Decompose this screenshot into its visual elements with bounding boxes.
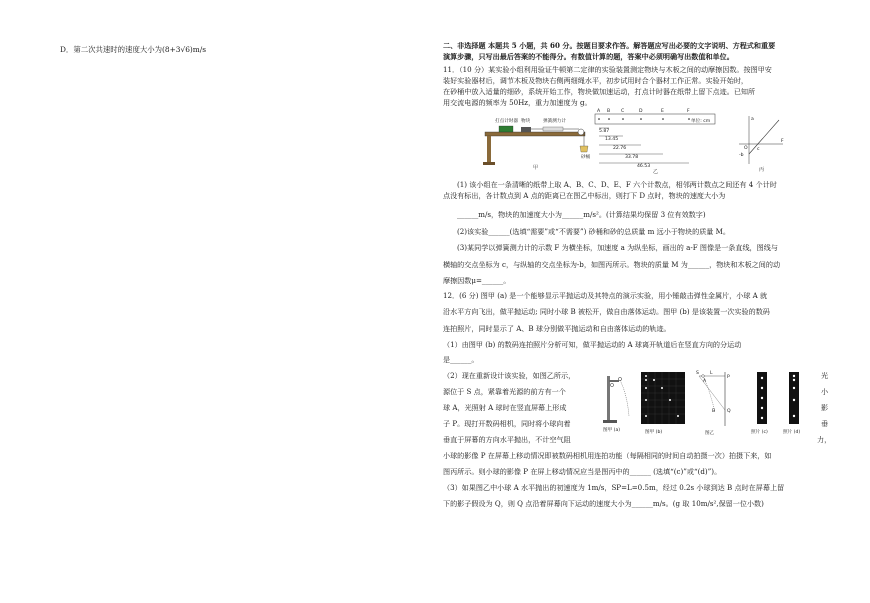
option-d: D．第二次共速时的速度大小为(8+3√6)m/s — [60, 45, 207, 54]
q12-figure-yi — [695, 368, 739, 436]
q11-part1-b: 点没有标出，各计数点到 A 点的距离已在图乙中标出，则打下 D 点时，物块的速度大小为 — [443, 191, 726, 200]
q12-part1-b: 是______。 — [443, 355, 479, 364]
q12-part2-g: 图丙所示。则小球的影像 P 在屏上移动情况应当是图丙中的______ (选填“(c)”或“(d)”)。 — [443, 467, 722, 476]
caption-yi: 乙 — [653, 169, 659, 174]
q12-part3-a: （3）如果图乙中小球 A 水平抛出的初速度为 1m/s，SP=L=0.5m，经过 0.2s 小球到达 B 点时在屏幕上留 — [443, 483, 785, 492]
dist-ab: 5.87 — [599, 129, 610, 134]
q12-figure-cd — [749, 370, 813, 436]
q11-part2: (2)该实验______(选填“需要”或“不需要”) 砂桶和砂的总质量 m 远小于物块的质量 M。 — [457, 227, 731, 236]
q12-part3-b: 下的影子假设为 Q，则 Q 点沿着屏幕向下运动的速度大小为______m/s。(g 取 10m/s²,保留一位小数) — [443, 499, 764, 508]
label-timer: 打点计时器 — [495, 119, 518, 124]
caption-bing: 丙 — [759, 167, 765, 172]
q11-line2: 装好实验器材后，调节木板及物块右侧两细绳水平，初步试用时合个器材工作正常。实验开始时， — [443, 76, 749, 85]
label-spring: 弹簧测力计 — [543, 119, 566, 124]
tape-unit: 单位: cm — [691, 119, 711, 124]
dist-ac: 13.45 — [605, 137, 619, 142]
axis-a: a — [751, 117, 754, 122]
q11-part1-c: ______m/s，物块的加速度大小为______m/s²。(计算结果均保留 3 位有效数字) — [457, 210, 706, 219]
side-char-1: 光 — [821, 371, 829, 380]
caption-fig-b: 图甲 (b) — [645, 430, 663, 435]
side-char-2: 小 — [821, 387, 829, 396]
dist-ae: 33.78 — [625, 155, 639, 160]
caption-fig-c: 照片 (c) — [751, 430, 768, 435]
label-minus-b: -b — [739, 153, 744, 158]
label-sand: 砂桶 — [581, 155, 591, 160]
label-a: A — [703, 379, 707, 384]
side-char-4: 垂 — [821, 419, 829, 428]
q12-line1: 12．(6 分) 图甲 (a) 是一个能够显示平抛运动及其特点的演示实验，用小锤敲击弹性金属片，小球 A 就 — [443, 291, 768, 300]
q11-part1-a: (1) 该小组在一条清晰的纸带上取 A、B、C、D、E、F 六个计数点，相邻两计数点之间还有 4 个计时 — [457, 180, 777, 189]
tape-letter-b: B — [607, 109, 611, 114]
label-block: 物块 — [521, 119, 531, 124]
left-column — [60, 44, 206, 55]
tape-letter-a: A — [597, 109, 601, 114]
q11-figure-bing — [735, 112, 787, 172]
q12-part2-d: 子 P。现打开数码相机，同时将小球向着 — [443, 419, 571, 428]
q11-part3-a: (3)某同学以弹簧测力计的示数 F 为横坐标，加速度 a 为纵坐标，画出的 a-F 图像是一条直线，图线与 — [457, 243, 778, 252]
q11-line1: 11．（10 分）某实验小组利用验证牛顿第二定律的实验装置测定物块与木板之间的动摩擦因数。按图甲安 — [443, 65, 772, 74]
label-l: L — [710, 371, 713, 376]
label-p: P — [727, 375, 730, 380]
caption-fig-d: 照片 (d) — [783, 430, 801, 435]
q12-line2: 沿水平方向飞出，做平抛运动; 同时小球 B 被松开，做自由落体运动。图甲 (b) 是该装置一次实验的数码 — [443, 307, 770, 316]
tape-letter-f: F — [687, 109, 690, 114]
side-char-5: 力， — [817, 435, 832, 444]
q11-line3: 在砂桶中放入适量的细砂，系统开始工作，物块做加速运动，打点计时器在纸带上留下点迹。已知所 — [443, 87, 756, 96]
q12-part2-b: 源位于 S 点，紧靠着光源的前方有一个 — [443, 387, 566, 396]
label-q: Q — [727, 409, 731, 414]
label-c: c — [757, 147, 760, 152]
q11-line4: 用交流电源的频率为 50Hz，重力加速度为 g。 — [443, 98, 592, 107]
q11-part3-b: 横轴的交点坐标为 c，与纵轴的交点坐标为-b，如图丙所示。物块的质量 M 为______，物块和木板之间的动 — [443, 260, 781, 269]
side-char-3: 影 — [821, 403, 829, 412]
tape-letter-c: C — [621, 109, 625, 114]
q12-part1-a: （1）由图甲 (b) 的数码连拍照片分析可知，做平抛运动的 A 球离开轨道后在竖直方向的分运动 — [443, 340, 742, 349]
caption-fig-yi: 图乙 — [705, 431, 715, 436]
dist-af: 46.53 — [637, 164, 651, 169]
caption-jia: 甲 — [533, 165, 539, 170]
af-line — [749, 120, 779, 154]
q12-part2-f: 小球的影像 P 在屏幕上移动情况即被数码相机用连拍功能（每隔相同的时间自动拍摄一次）拍摄下来，如 — [443, 451, 772, 460]
section-header-line2: 演算步骤，只写出最后答案的不能得分。有数值计算的题，答案中必须明确写出数值和单位。 — [443, 52, 734, 61]
q11-figure-yi — [593, 108, 718, 174]
section-header-line1: 二、非选择题 本题共 5 小题，共 60 分。按题目要求作答。解答题应写出必要的文字说明、方程式和重要 — [443, 41, 776, 50]
q12-line3: 连拍照片，同时显示了 A、B 球分别做平抛运动和自由落体运动的轨迹。 — [443, 324, 671, 333]
q12-part2-c: 球 A，光照射 A 球时在竖直屏幕上形成 — [443, 403, 567, 412]
axis-f: F — [781, 139, 784, 144]
q11-figure-jia — [481, 110, 591, 170]
q12-figure-a — [601, 370, 633, 434]
tape-letter-d: D — [639, 109, 643, 114]
label-s: S — [696, 371, 699, 376]
q11-part3-c: 摩擦因数μ=______。 — [443, 276, 511, 285]
label-o: O — [744, 146, 748, 151]
dist-ad: 22.76 — [613, 146, 627, 151]
q12-part2-e: 垂直于屏幕的方向水平抛出，不计空气阻 — [443, 435, 571, 444]
label-b: B — [712, 409, 716, 414]
q12-figure-b — [639, 370, 687, 436]
tape-letter-e: E — [661, 109, 664, 114]
caption-fig-a: 图甲 (a) — [603, 428, 621, 433]
q12-part2-a: （2）现在重新设计该实验，如图乙所示， — [443, 371, 576, 380]
